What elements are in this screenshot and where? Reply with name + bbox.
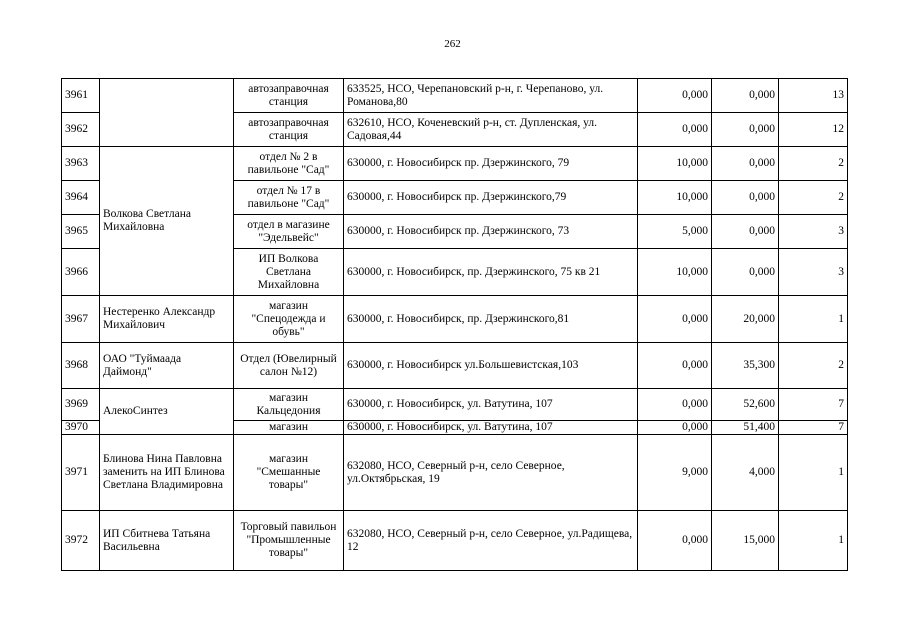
row-number: 3966 bbox=[62, 249, 100, 296]
value-3: 12 bbox=[779, 113, 848, 147]
address: 630000, г. Новосибирск ул.Большевистская,103 bbox=[344, 343, 638, 389]
address: 630000, г. Новосибирск, пр. Дзержинского, 75 кв 21 bbox=[344, 249, 638, 296]
object-type: магазин "Смешанные товары" bbox=[234, 435, 344, 511]
value-1: 0,000 bbox=[638, 113, 712, 147]
value-3: 3 bbox=[779, 215, 848, 249]
table-row bbox=[62, 389, 848, 421]
row-number: 3967 bbox=[62, 296, 100, 343]
value-2: 51,400 bbox=[712, 421, 779, 435]
object-type: Отдел (Ювелирный салон №12) bbox=[234, 343, 344, 389]
address: 630000, г. Новосибирск, ул. Ватутина, 107 bbox=[344, 421, 638, 435]
value-1: 0,000 bbox=[638, 79, 712, 113]
table-row bbox=[62, 296, 848, 343]
value-3: 1 bbox=[779, 296, 848, 343]
address: 630000, г. Новосибирск пр. Дзержинского,79 bbox=[344, 181, 638, 215]
row-number: 3972 bbox=[62, 511, 100, 571]
value-2: 52,600 bbox=[712, 389, 779, 421]
owner-name: Волкова Светлана Михайловна bbox=[100, 147, 234, 296]
value-1: 10,000 bbox=[638, 249, 712, 296]
value-1: 10,000 bbox=[638, 147, 712, 181]
table-row bbox=[62, 79, 848, 113]
table-row bbox=[62, 147, 848, 181]
object-type: Торговый павильон "Промышленные товары" bbox=[234, 511, 344, 571]
value-1: 9,000 bbox=[638, 435, 712, 511]
owner-name: Блинова Нина Павловна заменить на ИП Блинова Светлана Владимировна bbox=[100, 435, 234, 511]
row-number: 3969 bbox=[62, 389, 100, 421]
object-type: магазин bbox=[234, 421, 344, 435]
owner-name: АлекоСинтез bbox=[100, 389, 234, 435]
owner-name: Нестеренко Александр Михайлович bbox=[100, 296, 234, 343]
row-number: 3968 bbox=[62, 343, 100, 389]
value-3: 7 bbox=[779, 421, 848, 435]
value-3: 2 bbox=[779, 181, 848, 215]
address: 630000, г. Новосибирск, ул. Ватутина, 107 bbox=[344, 389, 638, 421]
value-3: 3 bbox=[779, 249, 848, 296]
address: 632080, НСО, Северный р-н, село Северное, ул.Радищева, 12 bbox=[344, 511, 638, 571]
address: 633525, НСО, Черепановский р-н, г. Черепаново, ул. Романова,80 bbox=[344, 79, 638, 113]
object-type: отдел в магазине "Эдельвейс" bbox=[234, 215, 344, 249]
address: 632080, НСО, Северный р-н, село Северное, ул.Октябрьская, 19 bbox=[344, 435, 638, 511]
address: 630000, г. Новосибирск пр. Дзержинского, 79 bbox=[344, 147, 638, 181]
value-1: 0,000 bbox=[638, 511, 712, 571]
table-row bbox=[62, 435, 848, 511]
value-3: 2 bbox=[779, 343, 848, 389]
value-2: 0,000 bbox=[712, 113, 779, 147]
value-3: 13 bbox=[779, 79, 848, 113]
value-1: 10,000 bbox=[638, 181, 712, 215]
value-3: 1 bbox=[779, 435, 848, 511]
value-3: 7 bbox=[779, 389, 848, 421]
value-3: 1 bbox=[779, 511, 848, 571]
address: 630000, г. Новосибирск пр. Дзержинского, 73 bbox=[344, 215, 638, 249]
value-1: 0,000 bbox=[638, 296, 712, 343]
object-type: магазин "Спецодежда и обувь" bbox=[234, 296, 344, 343]
address: 630000, г. Новосибирск, пр. Дзержинского,81 bbox=[344, 296, 638, 343]
value-1: 0,000 bbox=[638, 421, 712, 435]
value-2: 0,000 bbox=[712, 147, 779, 181]
value-2: 0,000 bbox=[712, 79, 779, 113]
value-1: 0,000 bbox=[638, 389, 712, 421]
object-type: магазин Кальцедония bbox=[234, 389, 344, 421]
row-number: 3965 bbox=[62, 215, 100, 249]
table-row bbox=[62, 511, 848, 571]
value-2: 20,000 bbox=[712, 296, 779, 343]
owner-name: ОАО "Туймаада Даймонд" bbox=[100, 343, 234, 389]
value-2: 0,000 bbox=[712, 249, 779, 296]
object-type: автозаправочная станция bbox=[234, 79, 344, 113]
value-2: 0,000 bbox=[712, 215, 779, 249]
value-2: 4,000 bbox=[712, 435, 779, 511]
table-row bbox=[62, 343, 848, 389]
row-number: 3963 bbox=[62, 147, 100, 181]
data-table bbox=[61, 78, 848, 571]
row-number: 3961 bbox=[62, 79, 100, 113]
owner-name: ИП Сбитнева Татьяна Васильевна bbox=[100, 511, 234, 571]
object-type: ИП Волкова Светлана Михайловна bbox=[234, 249, 344, 296]
object-type: автозаправочная станция bbox=[234, 113, 344, 147]
value-2: 35,300 bbox=[712, 343, 779, 389]
row-number: 3964 bbox=[62, 181, 100, 215]
address: 632610, НСО, Коченевский р-н, ст. Дупленская, ул. Садовая,44 bbox=[344, 113, 638, 147]
value-2: 0,000 bbox=[712, 181, 779, 215]
owner-name bbox=[100, 79, 234, 147]
object-type: отдел № 2 в павильоне "Сад" bbox=[234, 147, 344, 181]
row-number: 3962 bbox=[62, 113, 100, 147]
row-number: 3970 bbox=[62, 421, 100, 435]
value-1: 5,000 bbox=[638, 215, 712, 249]
page-number: 262 bbox=[444, 38, 461, 50]
value-2: 15,000 bbox=[712, 511, 779, 571]
row-number: 3971 bbox=[62, 435, 100, 511]
object-type: отдел № 17 в павильоне "Сад" bbox=[234, 181, 344, 215]
value-1: 0,000 bbox=[638, 343, 712, 389]
value-3: 2 bbox=[779, 147, 848, 181]
